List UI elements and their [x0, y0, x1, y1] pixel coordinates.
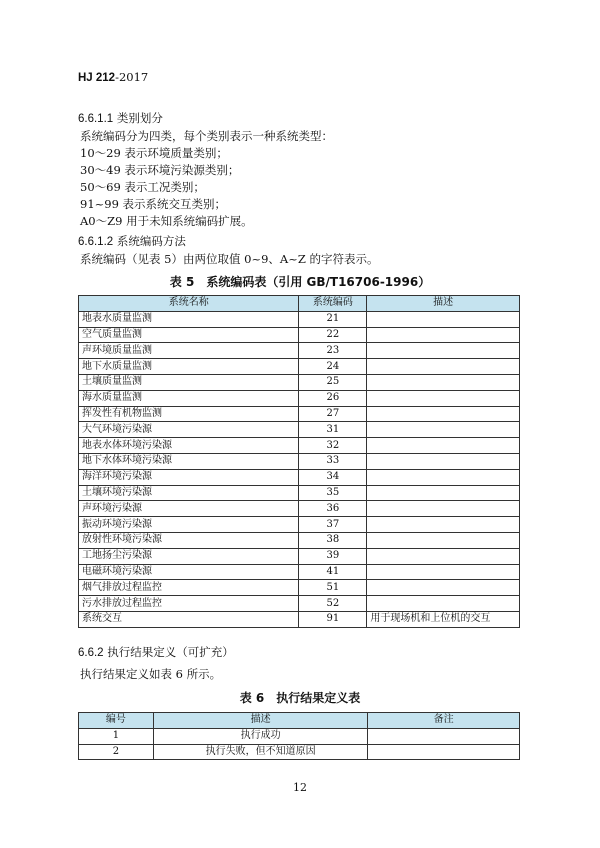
- section-6-6-2-heading: 6.6.2 执行结果定义（可扩充）: [78, 645, 234, 659]
- table-cell: 土壤质量监测: [79, 374, 299, 390]
- table-cell: 挥发性有机物监测: [79, 406, 299, 422]
- table-cell: [367, 596, 520, 612]
- table-cell: 电磁环境污染源: [79, 564, 299, 580]
- table-cell: 23: [299, 343, 367, 359]
- table-cell: 污水排放过程监控: [79, 596, 299, 612]
- paragraph-system-code: 系统编码（见表 5）由两位取值 0~9、A~Z 的字符表示。: [80, 252, 379, 266]
- table-row: [79, 374, 520, 390]
- table-cell: 地下水质量监测: [79, 359, 299, 375]
- table-cell: [367, 390, 520, 406]
- table-cell: 52: [299, 596, 367, 612]
- table-cell: [367, 469, 520, 485]
- list-line-6: A0～Z9 用于未知系统编码扩展。: [80, 214, 253, 228]
- table-cell: 土壤环境污染源: [79, 485, 299, 501]
- table-cell: [367, 374, 520, 390]
- table-cell: 27: [299, 406, 367, 422]
- table-cell: 26: [299, 390, 367, 406]
- table-cell: 22: [299, 327, 367, 343]
- table-row: [79, 327, 520, 343]
- section-6-6-1-1-heading: 6.6.1.1 类别划分: [78, 111, 163, 125]
- col-description: 描述: [153, 713, 368, 729]
- table-row: [79, 438, 520, 454]
- table-row: [79, 580, 520, 596]
- table-cell: [368, 728, 520, 744]
- table-cell: [368, 744, 520, 760]
- list-line-3: 30～49 表示环境污染源类别；: [80, 163, 240, 177]
- table-cell: 21: [299, 311, 367, 327]
- table-cell: [367, 327, 520, 343]
- list-line-5: 91~99 表示系统交互类别；: [80, 197, 227, 211]
- table-cell: 91: [299, 611, 367, 627]
- standard-year: -2017: [115, 70, 149, 84]
- table-cell: 37: [299, 517, 367, 533]
- table-cell: 工地扬尘污染源: [79, 548, 299, 564]
- table-cell: 地下水体环境污染源: [79, 453, 299, 469]
- table-row: [79, 611, 520, 627]
- table-cell: 36: [299, 501, 367, 517]
- table-row: [79, 343, 520, 359]
- table-cell: 51: [299, 580, 367, 596]
- document-header: [78, 70, 148, 84]
- table-row: [79, 406, 520, 422]
- col-system-name: 系统名称: [79, 296, 299, 312]
- table-cell: 空气质量监测: [79, 327, 299, 343]
- section-6-6-1-2-heading: 6.6.1.2 系统编码方法: [78, 234, 186, 248]
- table-row: [79, 359, 520, 375]
- table-cell: [367, 406, 520, 422]
- table-row: [79, 485, 520, 501]
- table-row: [79, 564, 520, 580]
- table-header-row: [79, 296, 520, 312]
- table-row: [79, 469, 520, 485]
- table-cell: [367, 359, 520, 375]
- table-cell: 地表水体环境污染源: [79, 438, 299, 454]
- table-cell: 25: [299, 374, 367, 390]
- table-cell: 33: [299, 453, 367, 469]
- table-cell: 31: [299, 422, 367, 438]
- col-system-code: 系统编码: [299, 296, 367, 312]
- table-row: [79, 548, 520, 564]
- table-cell: 振动环境污染源: [79, 517, 299, 533]
- table-cell: 系统交互: [79, 611, 299, 627]
- table-cell: 35: [299, 485, 367, 501]
- table-cell: 38: [299, 532, 367, 548]
- table-cell: [367, 453, 520, 469]
- exec-result-table: [78, 712, 520, 760]
- table5-caption: 表 5 系统编码表（引用 GB/T16706-1996）: [169, 275, 431, 289]
- table-cell: [367, 548, 520, 564]
- table-row: [79, 501, 520, 517]
- table-cell: 执行失败，但不知道原因: [153, 744, 368, 760]
- table-row: [79, 422, 520, 438]
- table-cell: 1: [79, 728, 154, 744]
- col-number: 编号: [79, 713, 154, 729]
- table-cell: 39: [299, 548, 367, 564]
- page-number: 12: [293, 781, 307, 794]
- table-cell: [367, 564, 520, 580]
- table-cell: [367, 517, 520, 533]
- table-cell: 执行成功: [153, 728, 368, 744]
- table-row: [79, 390, 520, 406]
- table-cell: 放射性环境污染源: [79, 532, 299, 548]
- standard-code: HJ 212: [78, 72, 116, 84]
- table-row: [79, 453, 520, 469]
- table-header-row: [79, 713, 520, 729]
- table-cell: 34: [299, 469, 367, 485]
- table-cell: 声环境污染源: [79, 501, 299, 517]
- table-cell: [367, 422, 520, 438]
- table-cell: [367, 485, 520, 501]
- table-cell: 2: [79, 744, 154, 760]
- table-cell: 32: [299, 438, 367, 454]
- col-description: 描述: [367, 296, 520, 312]
- paragraph-exec-result: 执行结果定义如表 6 所示。: [80, 667, 222, 681]
- table-cell: [367, 311, 520, 327]
- table-row: [79, 596, 520, 612]
- table-row: [79, 311, 520, 327]
- list-line-1: 系统编码分为四类，每个类别表示一种系统类型：: [80, 129, 333, 143]
- table-cell: 用于现场机和上位机的交互: [367, 611, 520, 627]
- table-cell: [367, 501, 520, 517]
- table6-caption: 表 6 执行结果定义表: [239, 691, 361, 705]
- table-row: [79, 744, 520, 760]
- table-cell: 烟气排放过程监控: [79, 580, 299, 596]
- table-cell: [367, 438, 520, 454]
- table-cell: 大气环境污染源: [79, 422, 299, 438]
- table-cell: 海水质量监测: [79, 390, 299, 406]
- table-cell: 地表水质量监测: [79, 311, 299, 327]
- list-line-4: 50～69 表示工况类别；: [80, 180, 205, 194]
- table-row: [79, 517, 520, 533]
- table-cell: [367, 580, 520, 596]
- table-cell: 24: [299, 359, 367, 375]
- table-cell: 海洋环境污染源: [79, 469, 299, 485]
- table-cell: [367, 532, 520, 548]
- col-remarks: 备注: [368, 713, 520, 729]
- table-cell: [367, 343, 520, 359]
- table-cell: 41: [299, 564, 367, 580]
- list-line-2: 10～29 表示环境质量类别；: [80, 146, 228, 160]
- table-row: [79, 728, 520, 744]
- table-cell: 声环境质量监测: [79, 343, 299, 359]
- table-row: [79, 532, 520, 548]
- system-code-table: [78, 295, 520, 628]
